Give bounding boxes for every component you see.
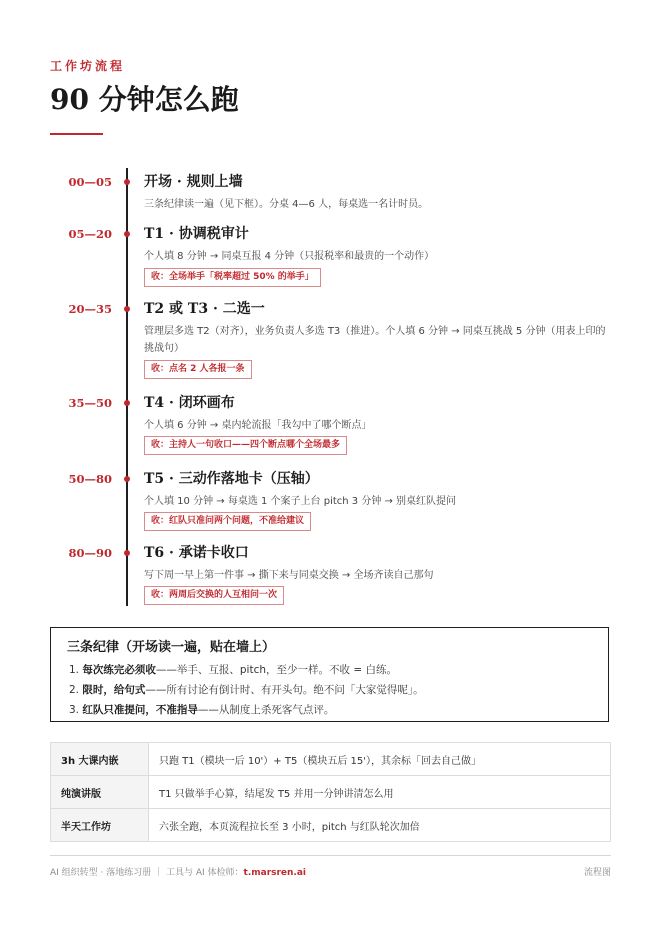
rule-number: 3. bbox=[69, 704, 80, 716]
footer-left bbox=[50, 865, 306, 878]
timeline-dot bbox=[124, 179, 130, 185]
rule-text: ——所有讨论有倒计时、有开头句。绝不问「大家觉得呢」。 bbox=[145, 684, 424, 696]
rule-bold: 限时，给句式 bbox=[82, 684, 146, 696]
variant-key: 半天工作坊 bbox=[51, 809, 149, 842]
page-title: 90 分钟怎么跑 bbox=[50, 83, 239, 116]
step-heading: T6 · 承诺卡收口 bbox=[144, 545, 249, 561]
table-row bbox=[51, 743, 611, 776]
step-time: 50—80 bbox=[68, 472, 112, 486]
timeline-dot bbox=[124, 306, 130, 312]
variant-key: 纯演讲版 bbox=[51, 776, 149, 809]
footer-page-label: 流程图 bbox=[583, 868, 611, 878]
step-description: 个人填 8 分钟 → 同桌互报 4 分钟（只报税率和最贵的一个动作） bbox=[144, 251, 435, 262]
rules-box bbox=[50, 627, 609, 722]
table-row bbox=[51, 809, 611, 842]
rule-text: ——举手、互报、pitch，至少一样。不收 = 白练。 bbox=[155, 664, 397, 676]
rule-text: ——从制度上杀死客气点评。 bbox=[197, 704, 335, 716]
variant-value: 六张全跑，本页流程拉长至 3 小时，pitch 与红队轮次加倍 bbox=[149, 809, 611, 842]
step-closing-tag: 收：两周后交换的人互相问一次 bbox=[144, 586, 284, 605]
step-heading: 开场 · 规则上墙 bbox=[144, 174, 243, 190]
rule-number: 2. bbox=[69, 684, 80, 696]
step-description: 三条纪律读一遍（见下框）。分桌 4—6 人，每桌选一名计时员。 bbox=[144, 199, 429, 210]
step-description: 写下周一早上第一件事 → 撕下来与同桌交换 → 全场齐读自己那句 bbox=[144, 570, 434, 581]
step-closing-tag: 收：红队只准问两个问题，不准给建议 bbox=[144, 512, 311, 531]
step-time: 05—20 bbox=[68, 227, 112, 241]
step-time: 80—90 bbox=[68, 546, 112, 560]
rules-title: 三条纪律（开场读一遍，贴在墙上） bbox=[67, 640, 276, 655]
step-description: 管理层多选 T2（对齐），业务负责人多选 T3（推进）。个人填 6 分钟 → 同桌互挑战 5 分钟（用表上印的挑战句） bbox=[144, 326, 606, 354]
timeline-dot bbox=[124, 400, 130, 406]
step-heading: T4 · 闭环画布 bbox=[144, 395, 235, 411]
title-underline bbox=[50, 133, 103, 135]
step-time: 20—35 bbox=[68, 302, 112, 316]
timeline-dot bbox=[124, 231, 130, 237]
footer-divider bbox=[50, 855, 611, 856]
rule-number: 1. bbox=[69, 664, 80, 676]
timeline-dot bbox=[124, 476, 130, 482]
step-heading: T5 · 三动作落地卡（压轴） bbox=[144, 471, 319, 487]
step-description: 个人填 10 分钟 → 每桌选 1 个案子上台 pitch 3 分钟 → 别桌红队提问 bbox=[144, 496, 457, 507]
step-description: 个人填 6 分钟 → 桌内轮流报「我勾中了哪个断点」 bbox=[144, 420, 372, 431]
step-closing-tag: 收：全场举手「税率超过 50% 的举手」 bbox=[144, 268, 321, 287]
rule-item bbox=[69, 702, 334, 717]
rule-bold: 每次练完必须收 bbox=[82, 664, 156, 676]
footer-link[interactable]: t.marsren.ai bbox=[243, 868, 307, 878]
variant-value: 只跑 T1（模块一后 10'）+ T5（模块五后 15'），其余标「回去自己做」 bbox=[149, 743, 611, 776]
step-closing-tag: 收：主持人一句收口——四个断点哪个全场最多 bbox=[144, 436, 347, 455]
timeline-dot bbox=[124, 550, 130, 556]
step-time: 35—50 bbox=[68, 396, 112, 410]
step-time: 00—05 bbox=[68, 175, 112, 189]
variant-value: T1 只做举手心算，结尾发 T5 并用一分钟讲清怎么用 bbox=[149, 776, 611, 809]
rule-item bbox=[69, 682, 424, 697]
footer-text: AI 组织转型 · 落地练习册 ｜ 工具与 AI 体检师： bbox=[50, 868, 244, 878]
rule-item bbox=[69, 662, 397, 677]
section-eyebrow: 工作坊流程 bbox=[50, 59, 126, 73]
step-closing-tag: 收：点名 2 人各报一条 bbox=[144, 360, 252, 379]
variants-table bbox=[50, 742, 611, 842]
table-row bbox=[51, 776, 611, 809]
variant-key: 3h 大课内嵌 bbox=[51, 743, 149, 776]
step-heading: T2 或 T3 · 二选一 bbox=[144, 301, 265, 317]
rule-bold: 红队只准提问，不准指导 bbox=[82, 704, 198, 716]
step-heading: T1 · 协调税审计 bbox=[144, 226, 249, 242]
